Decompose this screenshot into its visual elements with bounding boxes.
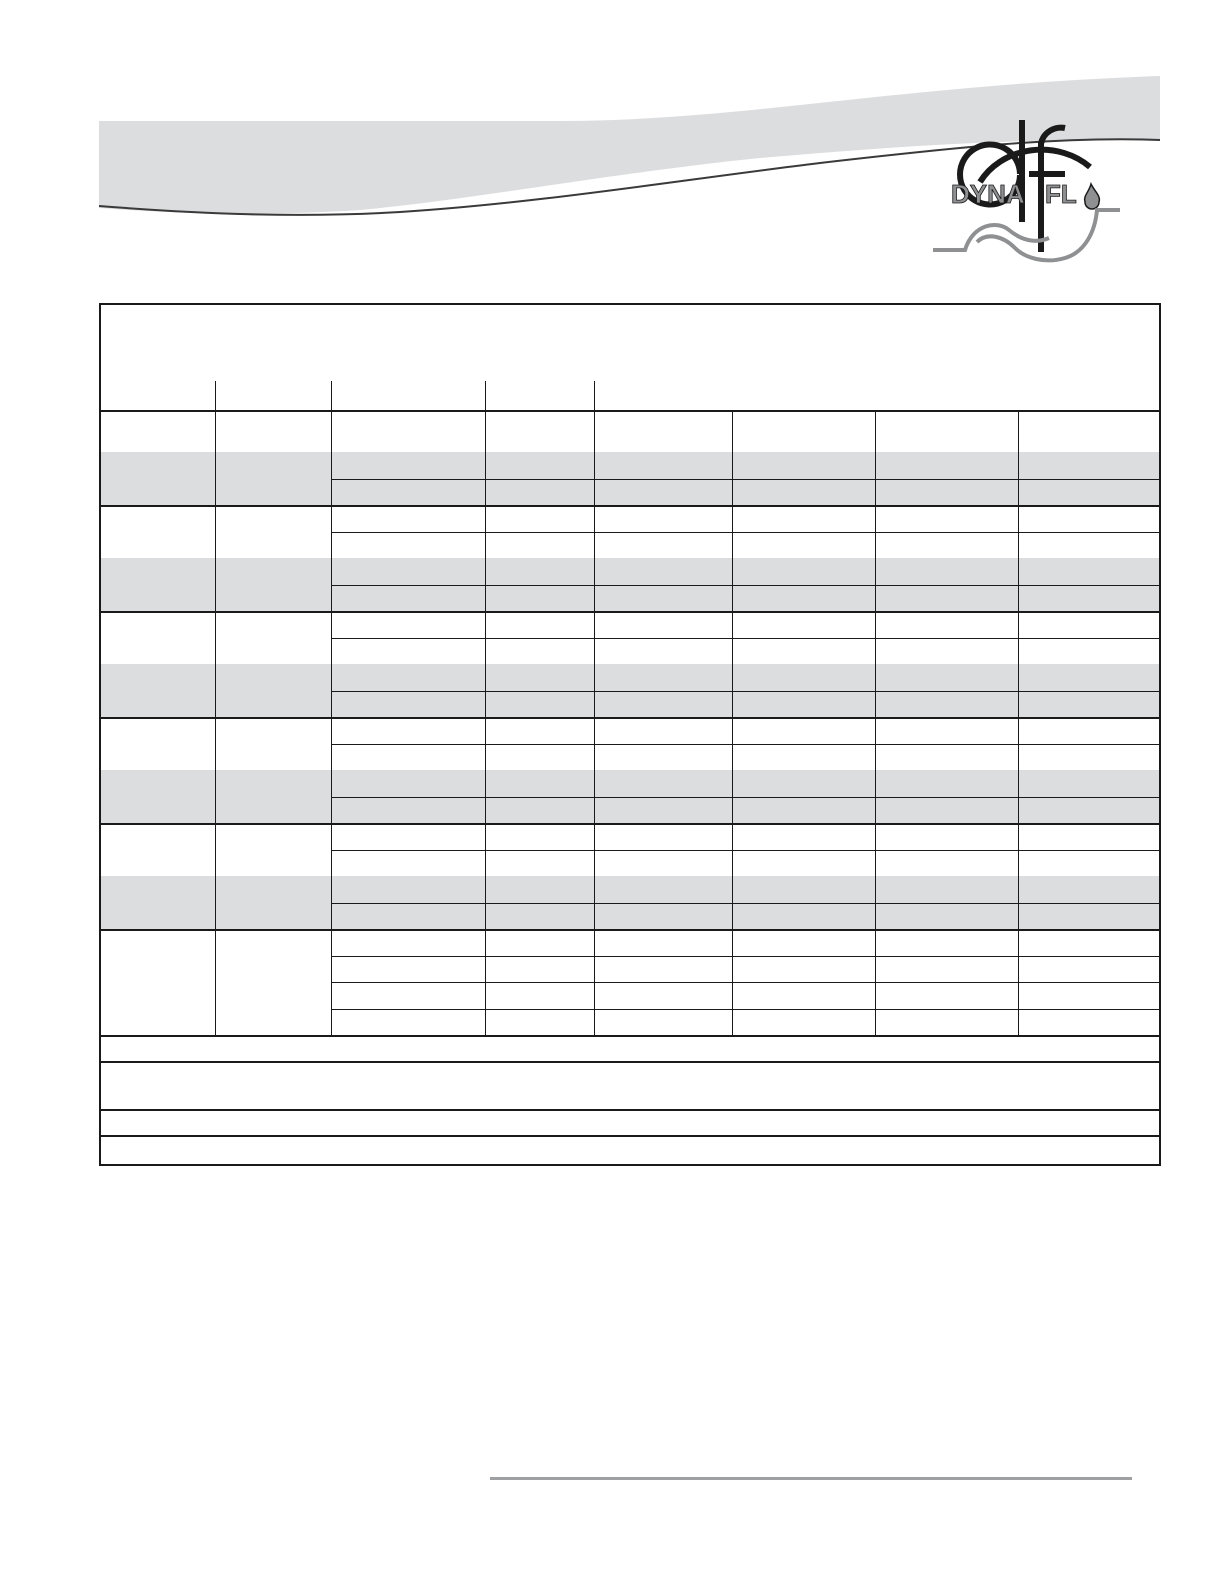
logo-text-dyna: DYNA — [951, 179, 1025, 209]
group-rule — [99, 823, 1160, 825]
group-rule — [99, 505, 1160, 507]
table-row-rule — [331, 903, 1160, 904]
group-rule — [99, 1035, 1160, 1037]
logo-text-fl: FL — [1045, 179, 1077, 209]
header-column-rule — [215, 381, 216, 410]
table-title — [101, 305, 1159, 382]
table-row-rule — [331, 479, 1160, 480]
header-column-rule — [331, 410, 332, 452]
table-column-rule — [594, 452, 595, 1035]
table-row-rule — [331, 1009, 1160, 1010]
table-row-rule — [331, 982, 1160, 983]
table-column-rule — [331, 452, 332, 1035]
header-column-rule — [594, 410, 595, 452]
header-column-rule — [215, 410, 216, 452]
header-column-rule — [331, 381, 332, 410]
table-column-rule — [875, 452, 876, 1035]
water-drop-icon — [1085, 184, 1100, 209]
group-rule — [99, 929, 1160, 931]
table-row-rule — [331, 797, 1160, 798]
table-row-rule — [331, 956, 1160, 957]
table-column-rule — [215, 452, 216, 1035]
group-rule — [99, 717, 1160, 719]
table-row-rule — [331, 744, 1160, 745]
header-column-rule — [594, 381, 595, 410]
header-column-rule — [732, 410, 733, 452]
table-row-rule — [331, 532, 1160, 533]
table-column-rule — [732, 452, 733, 1035]
header-column-rule — [485, 410, 486, 452]
group-rule — [99, 611, 1160, 613]
header-column-rule — [485, 381, 486, 410]
table-row-rule — [331, 638, 1160, 639]
header-rule — [99, 410, 1160, 412]
note-rule — [99, 1061, 1160, 1063]
table-row-rule — [331, 691, 1160, 692]
note-rule — [99, 1109, 1160, 1111]
table-column-rule — [485, 452, 486, 1035]
footer-rule — [490, 1477, 1132, 1480]
dynaflo-logo — [925, 112, 1125, 272]
note-rule — [99, 1135, 1160, 1137]
header-column-rule — [875, 410, 876, 452]
table-row-rule — [331, 850, 1160, 851]
header-column-rule — [1018, 410, 1019, 452]
table-column-rule — [1018, 452, 1019, 1035]
table-row-rule — [331, 585, 1160, 586]
